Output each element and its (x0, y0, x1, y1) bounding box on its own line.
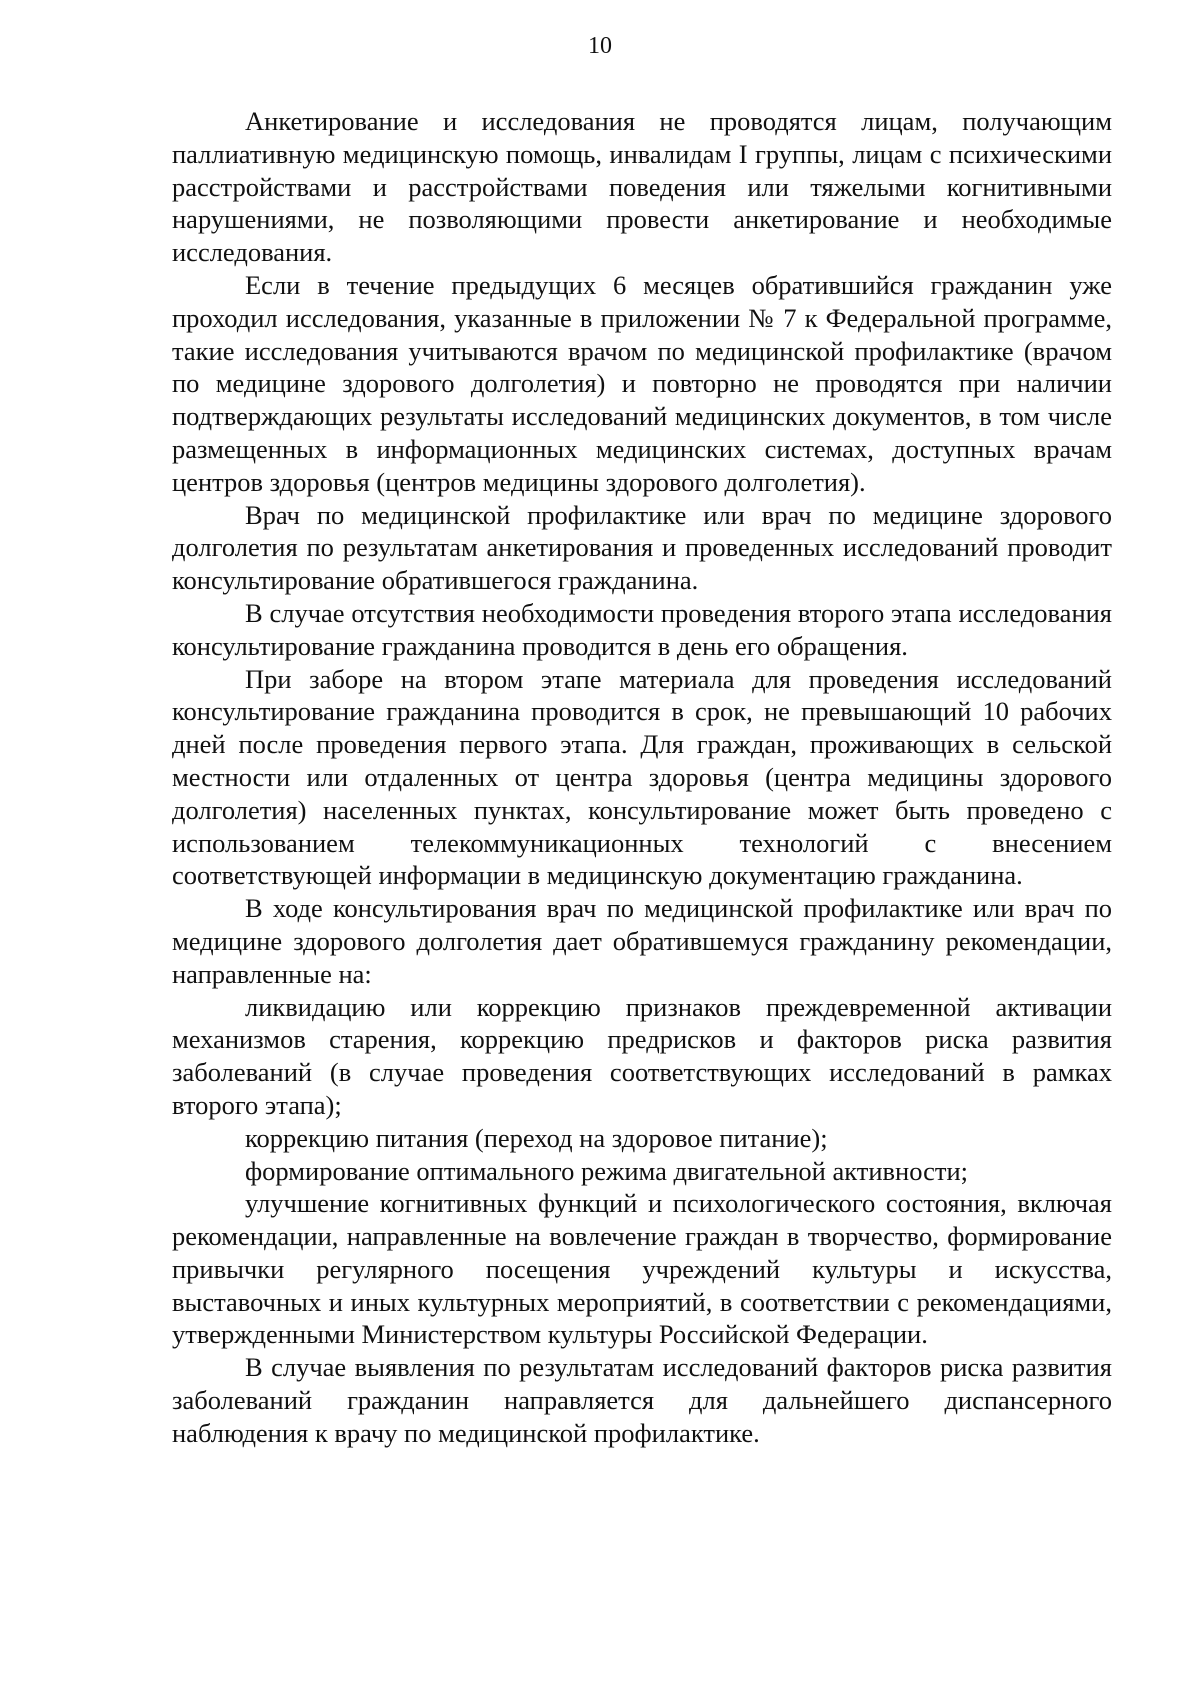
page-number: 10 (588, 33, 612, 59)
paragraph-previous-examinations: Если в течение предыдущих 6 месяцев обратившийся гражданин уже проходил исследования, указанные в приложении № 7 к Федеральной программе, такие исследования учитываются врачом по медицинской профилактике (врачом по медицине здорового долголетия) и повторно не проводятся при наличии подтверждающих результаты исследований медицинских документов, в том числе размещенных в информационных медицинских системах, доступных врачам центров здоровья (центров медицины здорового долголетия). (172, 269, 1112, 497)
paragraph-no-second-stage: В случае отсутствия необходимости проведения второго этапа исследования консультирование гражданина проводится в день его обращения. (172, 597, 1112, 661)
list-item-physical-activity: формирование оптимального режима двигательной активности; (245, 1155, 969, 1186)
paragraph-risk-factors-referral: В случае выявления по результатам исследований факторов риска развития заболеваний гражданин направляется для дальнейшего диспансерного наблюдения к врачу по медицинской профилактике. (172, 1352, 1112, 1448)
list-item-cognitive-functions: улучшение когнитивных функций и психологического состояния, включая рекомендации, направленные на вовлечение граждан в творчество, формирование привычки регулярного посещения учреждений культуры и искусства, выставочных и иных культурных мероприятий, в соответствии с рекомендациями, утвержденными Министерством культуры Российской Федерации. (172, 1188, 1112, 1350)
paragraph-recommendations-intro: В ходе консультирования врач по медицинской профилактике или врач по медицине здорового долголетия дает обратившемуся гражданину рекомендации, направленные на: (172, 893, 1112, 989)
paragraph-exclusions: Анкетирование и исследования не проводятся лицам, получающим паллиативную медицинскую помощь, инвалидам I группы, лицам с психическими расстройствами и расстройствами поведения или тяжелыми когнитивными нарушениями, не позволяющими провести анкетирование и необходимые исследования. (172, 106, 1112, 268)
list-item-nutrition: коррекцию питания (переход на здоровое питание); (245, 1122, 828, 1153)
paragraph-second-stage-timing: При заборе на втором этапе материала для проведения исследований консультирование гражданина проводится в срок, не превышающий 10 рабочих дней после проведения первого этапа. Для граждан, проживающих в сельской местности или отдаленных от центра здоровья (центра медицины здорового долголетия) населенных пунктах, консультирование может быть проведено с использованием телекоммуникационных технологий с внесением соответствующей информации в медицинскую документацию гражданина. (172, 663, 1112, 891)
paragraph-consultation: Врач по медицинской профилактике или врач по медицине здорового долголетия по результатам анкетирования и проведенных исследований проводит консультирование обратившегося гражданина. (172, 499, 1112, 596)
list-item-aging-correction: ликвидацию или коррекцию признаков преждевременной активации механизмов старения, коррекцию предрисков и факторов риска развития заболеваний (в случае проведения соответствующих исследований в рамках второго этапа); (172, 991, 1112, 1120)
document-body (172, 105, 1112, 1450)
